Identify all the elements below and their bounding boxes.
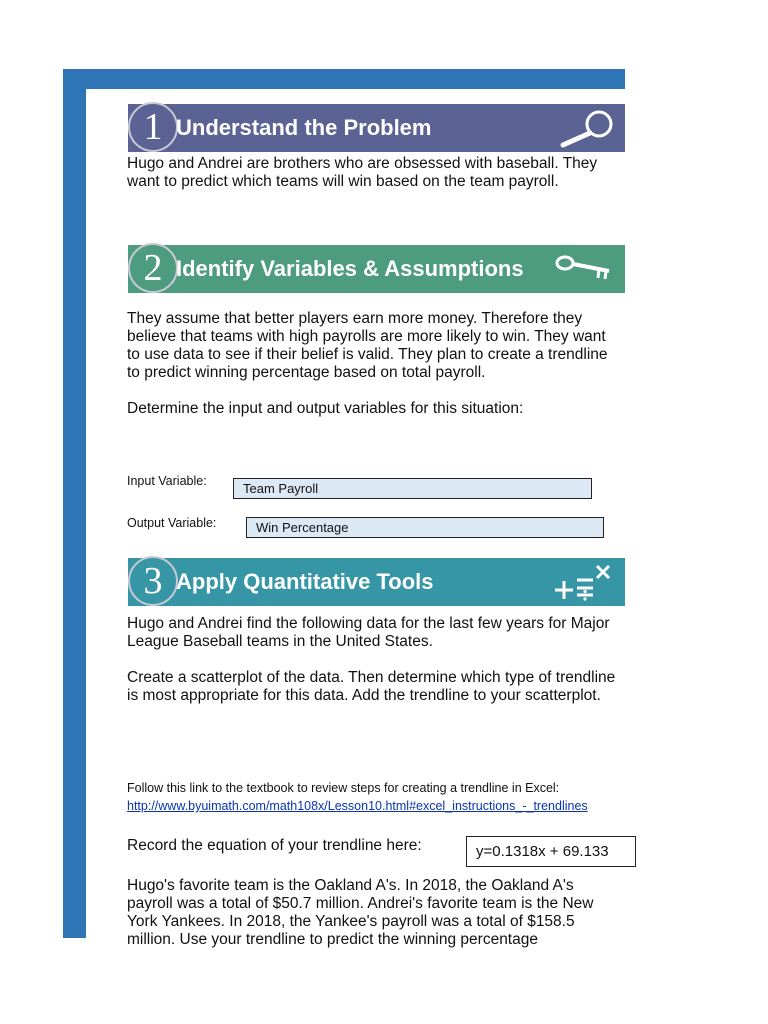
section-2-prompt: Determine the input and output variables for this situation: [127,400,524,417]
output-variable-field[interactable]: Win Percentage [246,517,604,538]
output-variable-label: Output Variable: [127,516,217,530]
section-2-body: They assume that better players earn more money. Therefore they believe that teams with high payrolls are more likely to win. They want to use data to see if their belief is valid. They plan to create a trendline to predict winning percentage based on total payroll. [127,310,608,381]
section-3-banner [128,558,625,606]
frame-top-border [63,69,625,89]
frame-left-border [63,69,86,938]
section-3-number: 3 [128,556,178,606]
key-icon [555,249,615,294]
input-variable-label: Input Variable: [127,474,207,488]
magnifying-glass-icon [555,108,615,153]
section-3-title: Apply Quantitative Tools [176,569,434,594]
section-1-banner [128,104,625,152]
section-3-body-2: Create a scatterplot of the data. Then determine which type of trendline is most appropriate for this data. Add the trendline to your scatterplot. [127,669,616,704]
section-2-banner [128,245,625,293]
section-3-body-1: Hugo and Andrei find the following data for the last few years for Major League Baseball teams in the United States. [127,615,610,650]
section-3-body-3: Hugo's favorite team is the Oakland A's. In 2018, the Oakland A's payroll was a total of $50.7 million. Andrei's favorite team is the New York Yankees. In 2018, the Yankee's payroll was a total of $158.5 million. Use your trendline to predict the winning percentage [127,877,594,948]
link-intro: Follow this link to the textbook to review steps for creating a trendline in Excel: [127,781,560,795]
trendline-instructions-link[interactable]: http://www.byuimath.com/math108x/Lesson10.html#excel_instructions_-_trendlines [127,799,588,813]
worksheet [86,89,625,948]
math-operators-icon [551,562,615,607]
section-1-title: Understand the Problem [176,115,432,140]
input-variable-field[interactable]: Team Payroll [233,478,592,499]
section-1-number: 1 [128,102,178,152]
section-2-title: Identify Variables & Assumptions [176,256,524,281]
section-1-body: Hugo and Andrei are brothers who are obsessed with baseball. They want to predict which teams will win based on the team payroll. [127,155,598,190]
section-2-number: 2 [128,243,178,293]
equation-field[interactable]: y=0.1318x + 69.133 [466,836,636,867]
equation-label: Record the equation of your trendline here: [127,837,422,854]
